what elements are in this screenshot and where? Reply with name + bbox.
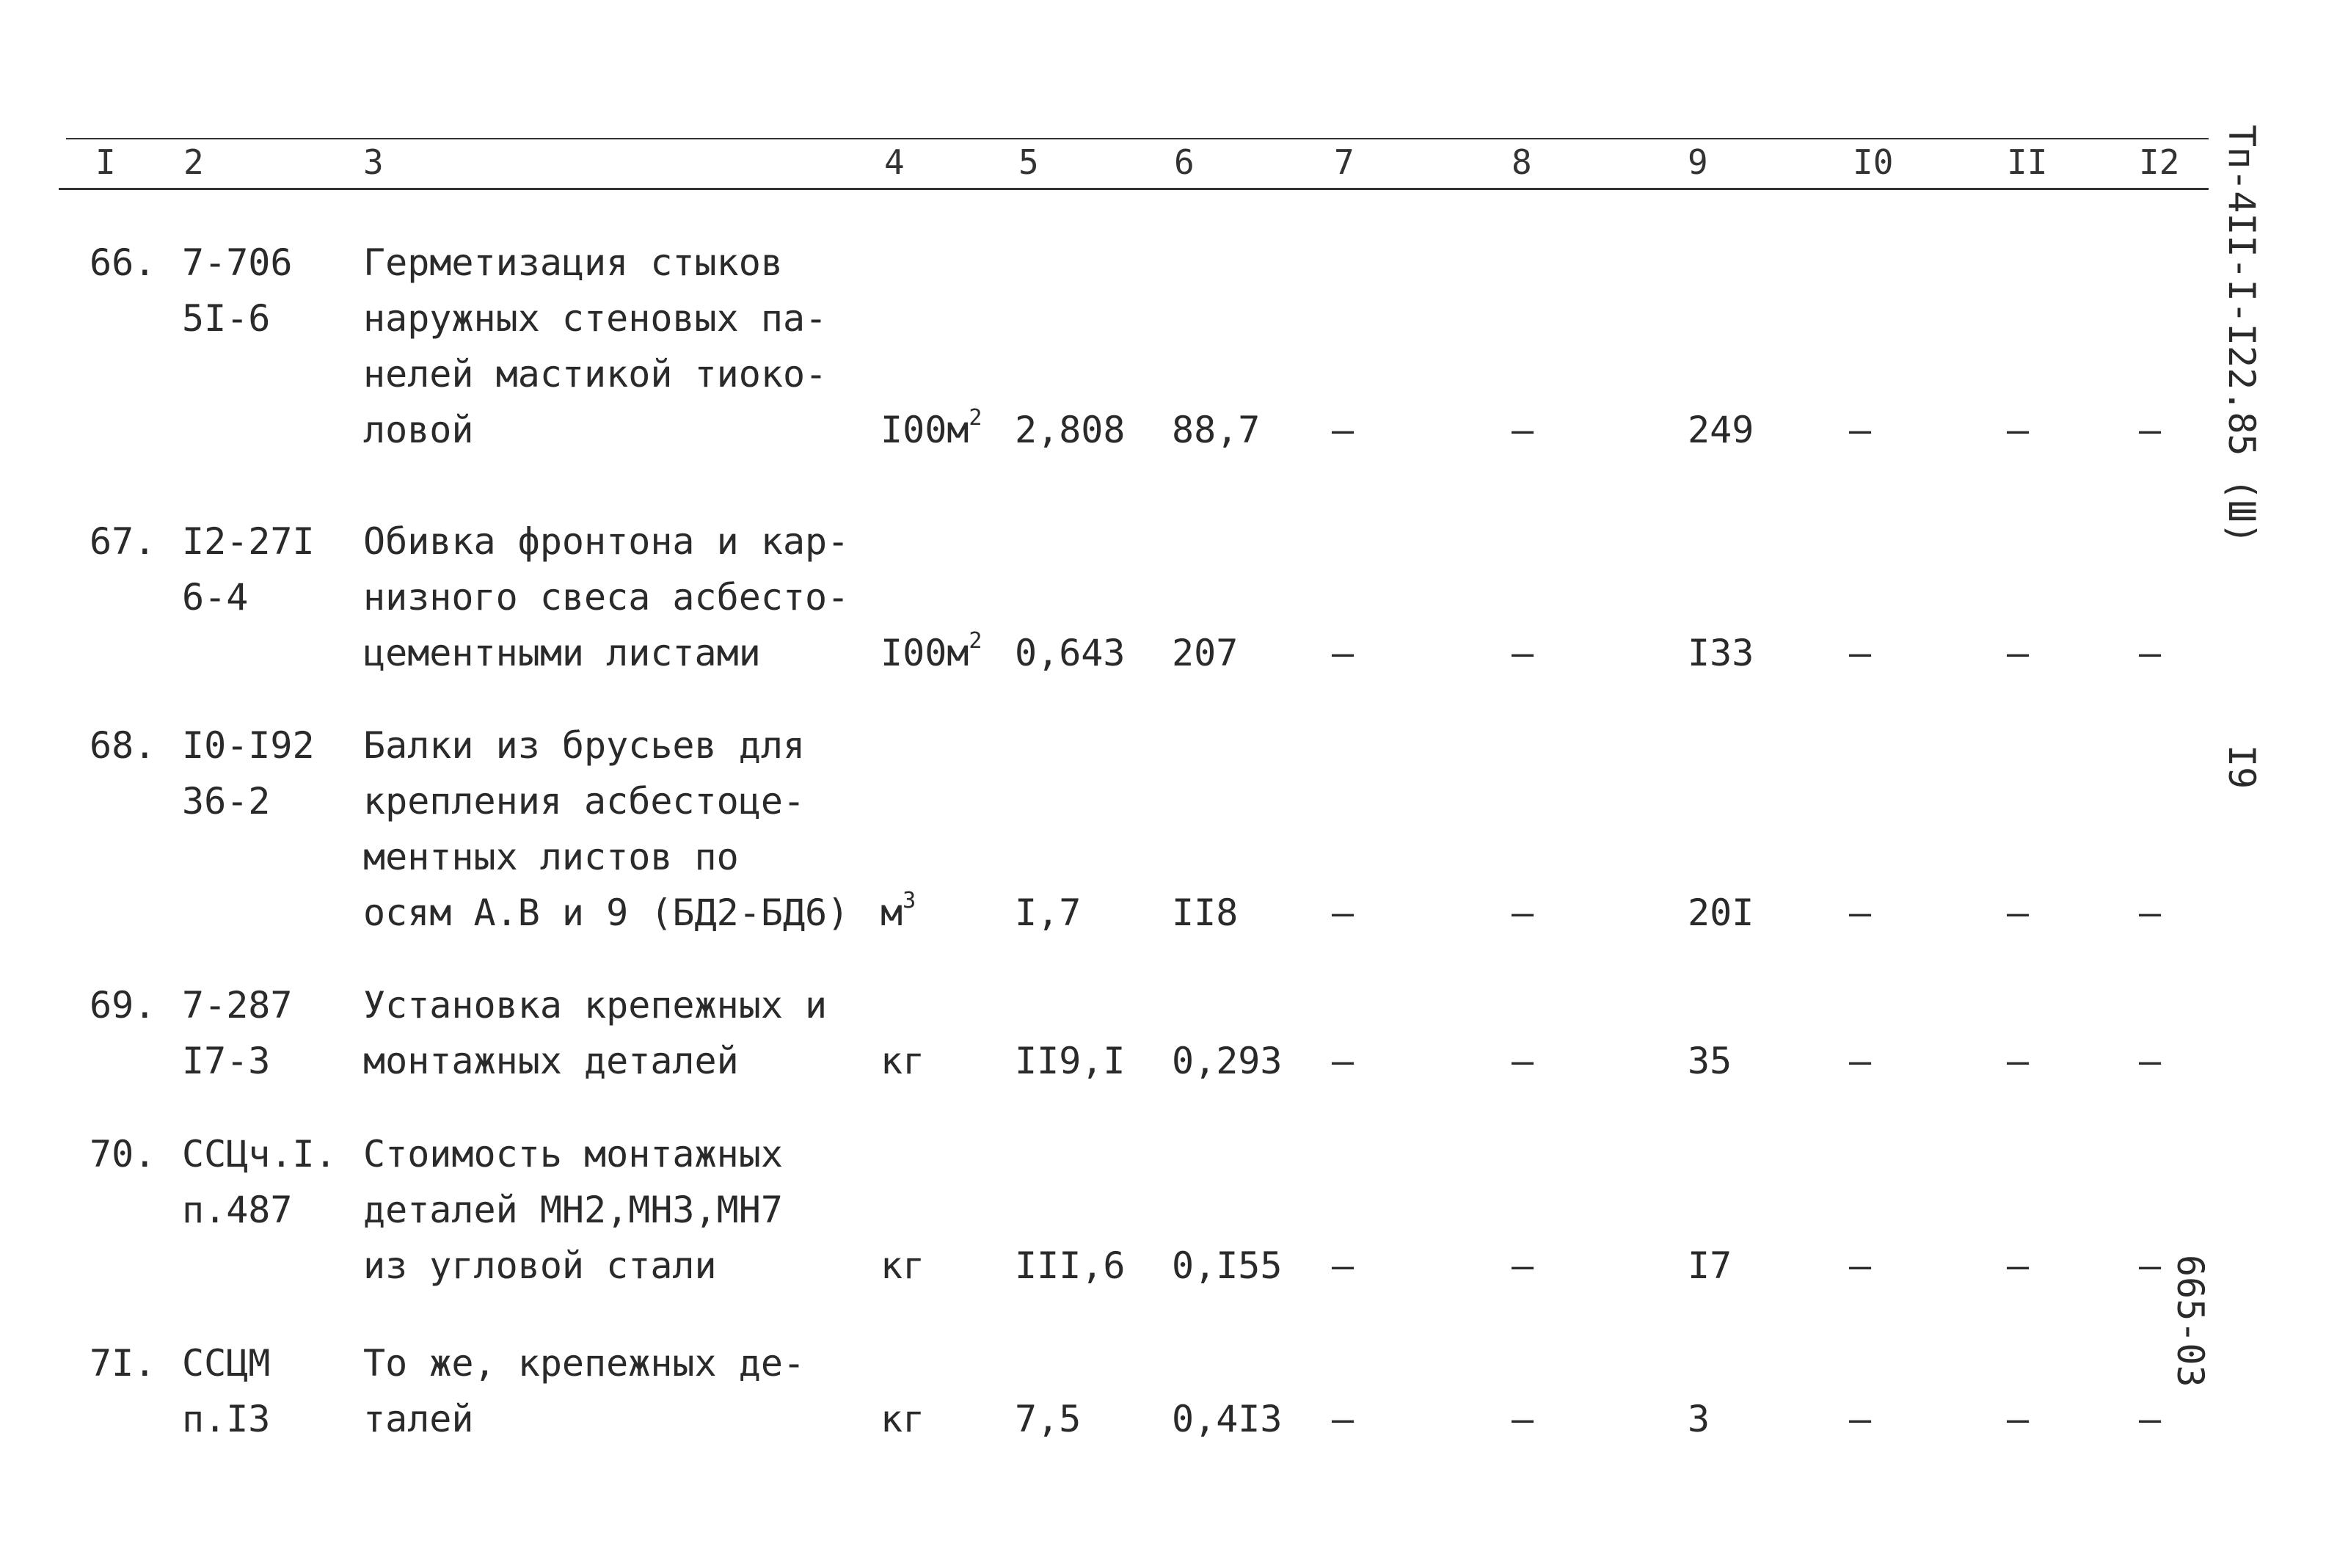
quantity: 2,808: [1015, 409, 1126, 451]
col-header-1: I: [95, 142, 116, 182]
work-description: [363, 235, 827, 458]
row-number: 66.: [90, 241, 156, 284]
col-8-value: –: [1512, 632, 1534, 674]
col-8-value: –: [1512, 891, 1534, 934]
norm-code-line: I0-I92: [182, 724, 315, 767]
col-11-value: –: [2007, 1398, 2030, 1440]
col-10-value: –: [1849, 1244, 1872, 1287]
row-number: 68.: [90, 724, 156, 767]
col-10-value: –: [1849, 409, 1872, 451]
page-number: I9: [2220, 745, 2263, 790]
work-description: [363, 1335, 805, 1447]
description-line: Установка крепежных и: [363, 984, 828, 1027]
col-9-value: I33: [1688, 632, 1754, 674]
col-12-value: –: [2139, 1398, 2162, 1440]
unit-price: 207: [1172, 632, 1239, 674]
description-line: ментных листов по: [363, 836, 739, 878]
col-header-8: 8: [1512, 142, 1532, 182]
col-7-value: –: [1332, 1398, 1355, 1440]
row-number: 67.: [90, 520, 156, 563]
work-description: [363, 514, 849, 681]
unit: [880, 1033, 925, 1089]
col-11-value: –: [2007, 409, 2030, 451]
header-top-rule: [66, 138, 2209, 139]
quantity: I,7: [1015, 891, 1082, 934]
col-8-value: –: [1512, 409, 1534, 451]
quantity: 0,643: [1015, 632, 1126, 674]
description-line: Балки из брусьев для: [363, 724, 806, 767]
description-line: цементными листами: [363, 632, 761, 674]
col-12-value: –: [2139, 632, 2162, 674]
unit-text: кг: [880, 1244, 925, 1287]
unit-price: 0,293: [1172, 1040, 1283, 1082]
unit-price: 0,I55: [1172, 1244, 1283, 1287]
quantity: II9,I: [1015, 1040, 1126, 1082]
col-7-value: –: [1332, 1040, 1355, 1082]
col-7-value: –: [1332, 409, 1355, 451]
description-line: нелей мастикой тиоко-: [363, 353, 828, 395]
unit: [880, 1238, 925, 1294]
description-line: талей: [363, 1398, 474, 1440]
col-11-value: –: [2007, 891, 2030, 934]
unit-text: кг: [880, 1040, 925, 1082]
col-header-3: 3: [363, 142, 384, 182]
col-10-value: –: [1849, 1040, 1872, 1082]
col-12-value: –: [2139, 409, 2162, 451]
col-header-4: 4: [884, 142, 905, 182]
col-header-5: 5: [1018, 142, 1039, 182]
unit-price: 88,7: [1172, 409, 1261, 451]
col-12-value: –: [2139, 1040, 2162, 1082]
col-11-value: –: [2007, 1244, 2030, 1287]
norm-code-line: I7-3: [182, 1040, 271, 1082]
col-7-value: –: [1332, 632, 1355, 674]
norm-code-line: 36-2: [182, 780, 271, 823]
album-code: 665-03: [2169, 1255, 2212, 1388]
description-line: То же, крепежных де-: [363, 1342, 806, 1385]
description-line: осям А.В и 9 (БД2-БД6): [363, 891, 850, 934]
description-line: Герметизация стыков: [363, 241, 783, 284]
unit-superscript: 2: [969, 405, 982, 431]
row-number: 7I.: [90, 1342, 156, 1385]
description-line: из угловой стали: [363, 1244, 717, 1287]
quantity: 7,5: [1015, 1398, 1082, 1440]
description-line: крепления асбестоце-: [363, 780, 806, 823]
unit: [880, 625, 982, 687]
row-number: 69.: [90, 984, 156, 1027]
work-description: [363, 1126, 783, 1294]
norm-code: [182, 977, 293, 1089]
col-header-2: 2: [183, 142, 204, 182]
unit: [880, 1391, 925, 1447]
col-header-7: 7: [1334, 142, 1355, 182]
norm-code-line: 6-4: [182, 576, 249, 619]
work-description: [363, 977, 827, 1089]
norm-code-line: I2-27I: [182, 520, 315, 563]
col-header-9: 9: [1688, 142, 1708, 182]
work-description: [363, 718, 849, 941]
col-10-value: –: [1849, 632, 1872, 674]
unit-price: II8: [1172, 891, 1239, 934]
col-12-value: –: [2139, 891, 2162, 934]
norm-code-line: п.I3: [182, 1398, 271, 1440]
col-10-value: –: [1849, 1398, 1872, 1440]
col-9-value: 20I: [1688, 891, 1754, 934]
unit-text: I00м: [880, 632, 969, 674]
norm-code: [182, 1126, 337, 1238]
norm-code: [182, 514, 315, 625]
col-7-value: –: [1332, 891, 1355, 934]
col-9-value: 249: [1688, 409, 1754, 451]
col-12-value: –: [2139, 1244, 2162, 1287]
description-line: Стоимость монтажных: [363, 1133, 783, 1175]
unit: [880, 885, 916, 947]
col-7-value: –: [1332, 1244, 1355, 1287]
quantity: III,6: [1015, 1244, 1126, 1287]
unit-superscript: 2: [969, 628, 982, 654]
row-number: 70.: [90, 1133, 156, 1175]
description-line: низного свеса асбесто-: [363, 576, 850, 619]
description-line: Обивка фронтона и кар-: [363, 520, 850, 563]
description-line: деталей МН2,МН3,МН7: [363, 1189, 783, 1231]
unit: [880, 402, 982, 464]
norm-code: [182, 718, 315, 829]
norm-code: [182, 1335, 270, 1447]
description-line: наружных стеновых па-: [363, 297, 828, 340]
description-line: монтажных деталей: [363, 1040, 739, 1082]
header-bottom-rule: [59, 188, 2209, 190]
norm-code: [182, 235, 293, 346]
norm-code-line: 5I-6: [182, 297, 271, 340]
norm-code-line: 7-706: [182, 241, 293, 284]
description-line: ловой: [363, 409, 474, 451]
col-header-11: II: [2007, 142, 2048, 182]
col-11-value: –: [2007, 632, 2030, 674]
document-code: Тп-4II-I-I22.85 (Ш): [2220, 125, 2263, 544]
unit-text: м: [880, 891, 903, 934]
col-header-12: I2: [2139, 142, 2180, 182]
norm-code-line: 7-287: [182, 984, 293, 1027]
col-9-value: 3: [1688, 1398, 1710, 1440]
col-9-value: 35: [1688, 1040, 1732, 1082]
col-8-value: –: [1512, 1244, 1534, 1287]
unit-price: 0,4I3: [1172, 1398, 1283, 1440]
col-header-10: I0: [1853, 142, 1894, 182]
col-header-6: 6: [1174, 142, 1195, 182]
unit-superscript: 3: [903, 888, 916, 914]
col-11-value: –: [2007, 1040, 2030, 1082]
unit-text: I00м: [880, 409, 969, 451]
col-8-value: –: [1512, 1398, 1534, 1440]
norm-code-line: ССЦч.I.: [182, 1133, 337, 1175]
norm-code-line: п.487: [182, 1189, 293, 1231]
norm-code-line: ССЦМ: [182, 1342, 271, 1385]
col-9-value: I7: [1688, 1244, 1732, 1287]
col-8-value: –: [1512, 1040, 1534, 1082]
col-10-value: –: [1849, 891, 1872, 934]
unit-text: кг: [880, 1398, 925, 1440]
